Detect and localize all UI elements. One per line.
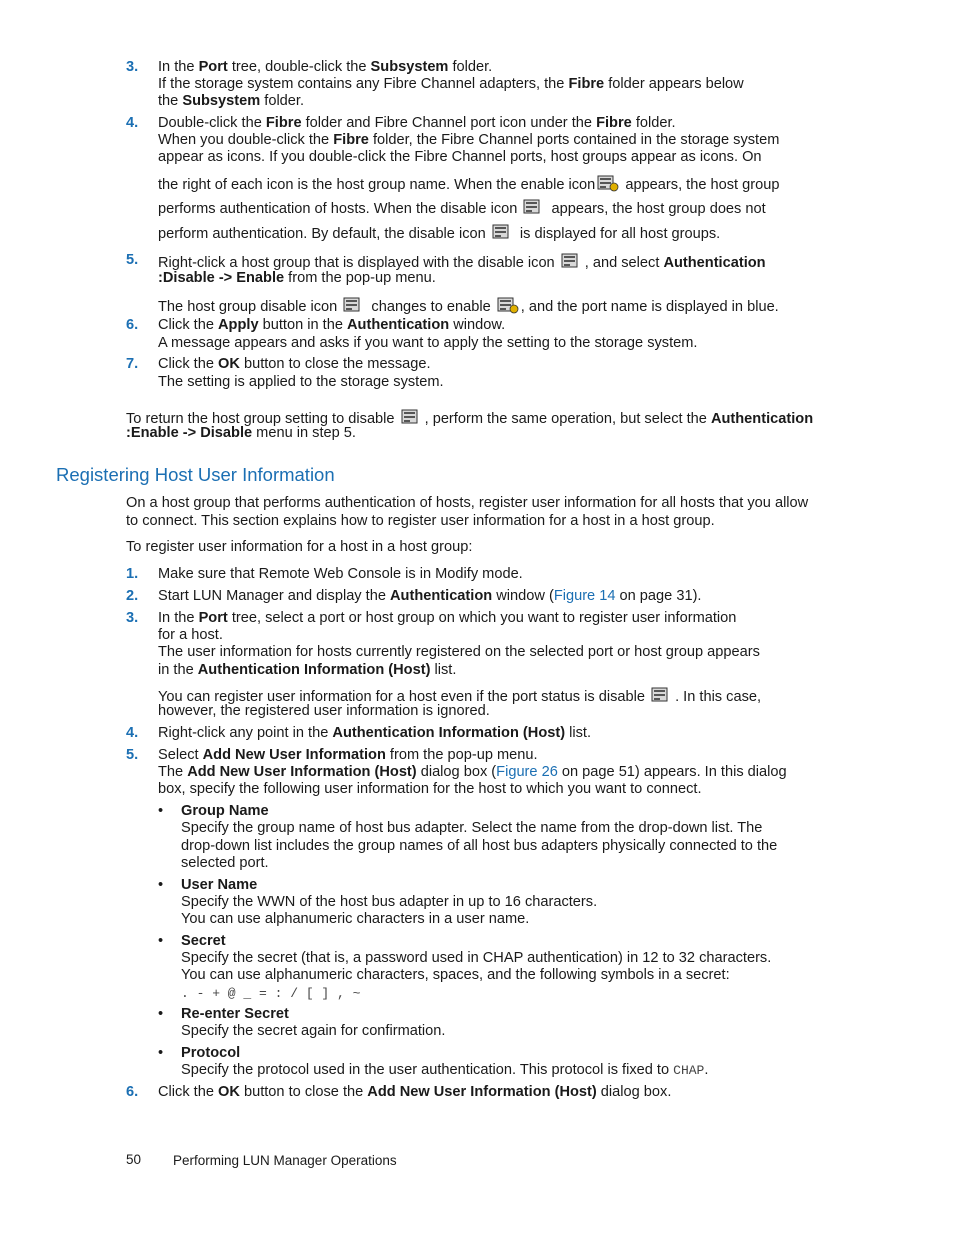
step-number: 5. — [126, 252, 139, 268]
step-number: 6. — [126, 317, 139, 333]
step-text: however, the registered user information is ignored. — [158, 703, 490, 719]
host-group-enable-icon — [597, 174, 619, 192]
step-text: box, specify the following user information for the host to which you want to connect. — [158, 781, 702, 797]
host-group-disable-icon — [651, 686, 673, 704]
step-number: 3. — [126, 610, 139, 626]
bullet-text: Specify the group name of host bus adapter. Select the name from the drop-down list. The — [181, 820, 763, 836]
step-text: In the Port tree, double-click the Subsystem folder. — [158, 59, 493, 75]
bullet-marker: • — [158, 1045, 164, 1061]
step-text: The user information for hosts currently registered on the selected port or host group appears — [158, 644, 760, 660]
bullet-text: Specify the secret again for confirmation. — [181, 1023, 446, 1039]
step-text: performs authentication of hosts. When the disable icon appears, the host group does not — [158, 198, 766, 218]
step-text: perform authentication. By default, the disable icon is displayed for all host groups. — [158, 223, 720, 243]
step-text: You can register user information for a host even if the port status is disable . In this case, — [158, 686, 761, 706]
step-text: Start LUN Manager and display the Authentication window (Figure 14 on page 31). — [158, 588, 702, 604]
step-text: for a host. — [158, 627, 223, 643]
page-number: 50 — [126, 1152, 142, 1167]
bullet-title: Group Name — [181, 803, 269, 819]
step-text: Click the OK button to close the message. — [158, 356, 431, 372]
step-text: the Subsystem folder. — [158, 93, 305, 109]
step-text: Right-click a host group that is displayed with the disable icon , and select Authentication — [158, 252, 766, 272]
paragraph: To return the host group setting to disable , perform the same operation, but select the Authentication — [126, 408, 813, 428]
step-text: The Add New User Information (Host) dialog box (Figure 26 on page 51) appears. In this dialog — [158, 764, 787, 780]
bullet-marker: • — [158, 933, 164, 949]
step-text: When you double-click the Fibre folder, the Fibre Channel ports contained in the storage system — [158, 132, 780, 148]
step-number: 6. — [126, 1084, 139, 1100]
bullet-text: Specify the protocol used in the user authentication. This protocol is fixed to CHAP. — [181, 1062, 709, 1078]
bullet-text: selected port. — [181, 855, 269, 871]
paragraph: :Enable -> Disable menu in step 5. — [126, 425, 356, 441]
bullet-title: User Name — [181, 877, 258, 893]
host-group-disable-icon — [401, 408, 423, 426]
step-text: If the storage system contains any Fibre Channel adapters, the Fibre folder appears below — [158, 76, 744, 92]
symbol-list: . - + @ _ = : / [ ] , ~ — [181, 986, 361, 1001]
paragraph: On a host group that performs authentication of hosts, register user information for all hosts that you allow — [126, 495, 809, 511]
bullet-title: Re-enter Secret — [181, 1006, 289, 1022]
step-text: The host group disable icon changes to enable , and the port name is displayed in blue. — [158, 296, 779, 316]
footer-title: Performing LUN Manager Operations — [173, 1153, 397, 1168]
step-text: Click the OK button to close the Add New User Information (Host) dialog box. — [158, 1084, 672, 1100]
bullet-marker: • — [158, 877, 164, 893]
bullet-title: Protocol — [181, 1045, 241, 1061]
host-group-disable-icon — [343, 296, 365, 314]
step-text: Make sure that Remote Web Console is in Modify mode. — [158, 566, 523, 582]
host-group-disable-icon — [492, 223, 514, 241]
step-text: A message appears and asks if you want to apply the setting to the storage system. — [158, 335, 698, 351]
step-text: Right-click any point in the Authentication Information (Host) list. — [158, 725, 592, 741]
step-number: 4. — [126, 115, 139, 131]
step-text: Click the Apply button in the Authentication window. — [158, 317, 506, 333]
step-text: in the Authentication Information (Host) list. — [158, 662, 457, 678]
figure-link[interactable]: Figure 14 — [553, 588, 616, 604]
step-text: Double-click the Fibre folder and Fibre Channel port icon under the Fibre folder. — [158, 115, 676, 131]
host-group-enable-icon — [497, 296, 519, 314]
step-text: The setting is applied to the storage system. — [158, 374, 444, 390]
paragraph: To register user information for a host in a host group: — [126, 539, 473, 555]
bullet-title: Secret — [181, 933, 226, 949]
step-number: 2. — [126, 588, 139, 604]
step-number: 1. — [126, 566, 139, 582]
bullet-text: Specify the secret (that is, a password used in CHAP authentication) in 12 to 32 characters. — [181, 950, 772, 966]
step-number: 5. — [126, 747, 139, 763]
step-number: 7. — [126, 356, 139, 372]
section-heading: Registering Host User Information — [56, 464, 335, 485]
bullet-text: Specify the WWN of the host bus adapter in up to 16 characters. — [181, 894, 598, 910]
figure-link[interactable]: Figure 26 — [496, 764, 558, 780]
host-group-disable-icon — [561, 252, 583, 270]
host-group-disable-icon — [523, 198, 545, 216]
bullet-text: You can use alphanumeric characters in a user name. — [181, 911, 530, 927]
step-number: 3. — [126, 59, 139, 75]
bullet-marker: • — [158, 1006, 164, 1022]
step-text: appear as icons. If you double-click the Fibre Channel ports, host groups appear as icons. On — [158, 149, 762, 165]
protocol-value: CHAP — [673, 1063, 705, 1078]
paragraph: to connect. This section explains how to register user information for a host in a host group. — [126, 513, 715, 529]
step-text: :Disable -> Enable from the pop-up menu. — [158, 270, 436, 286]
bullet-marker: • — [158, 803, 164, 819]
step-text: Select Add New User Information from the pop-up menu. — [158, 747, 538, 763]
step-number: 4. — [126, 725, 139, 741]
bullet-text: You can use alphanumeric characters, spaces, and the following symbols in a secret: — [181, 967, 730, 983]
step-text: In the Port tree, select a port or host group on which you want to register user information — [158, 610, 737, 626]
step-text: the right of each icon is the host group name. When the enable icon appears, the host group — [158, 174, 780, 194]
bullet-text: drop-down list includes the group names of all host bus adapters physically connected to the — [181, 838, 778, 854]
